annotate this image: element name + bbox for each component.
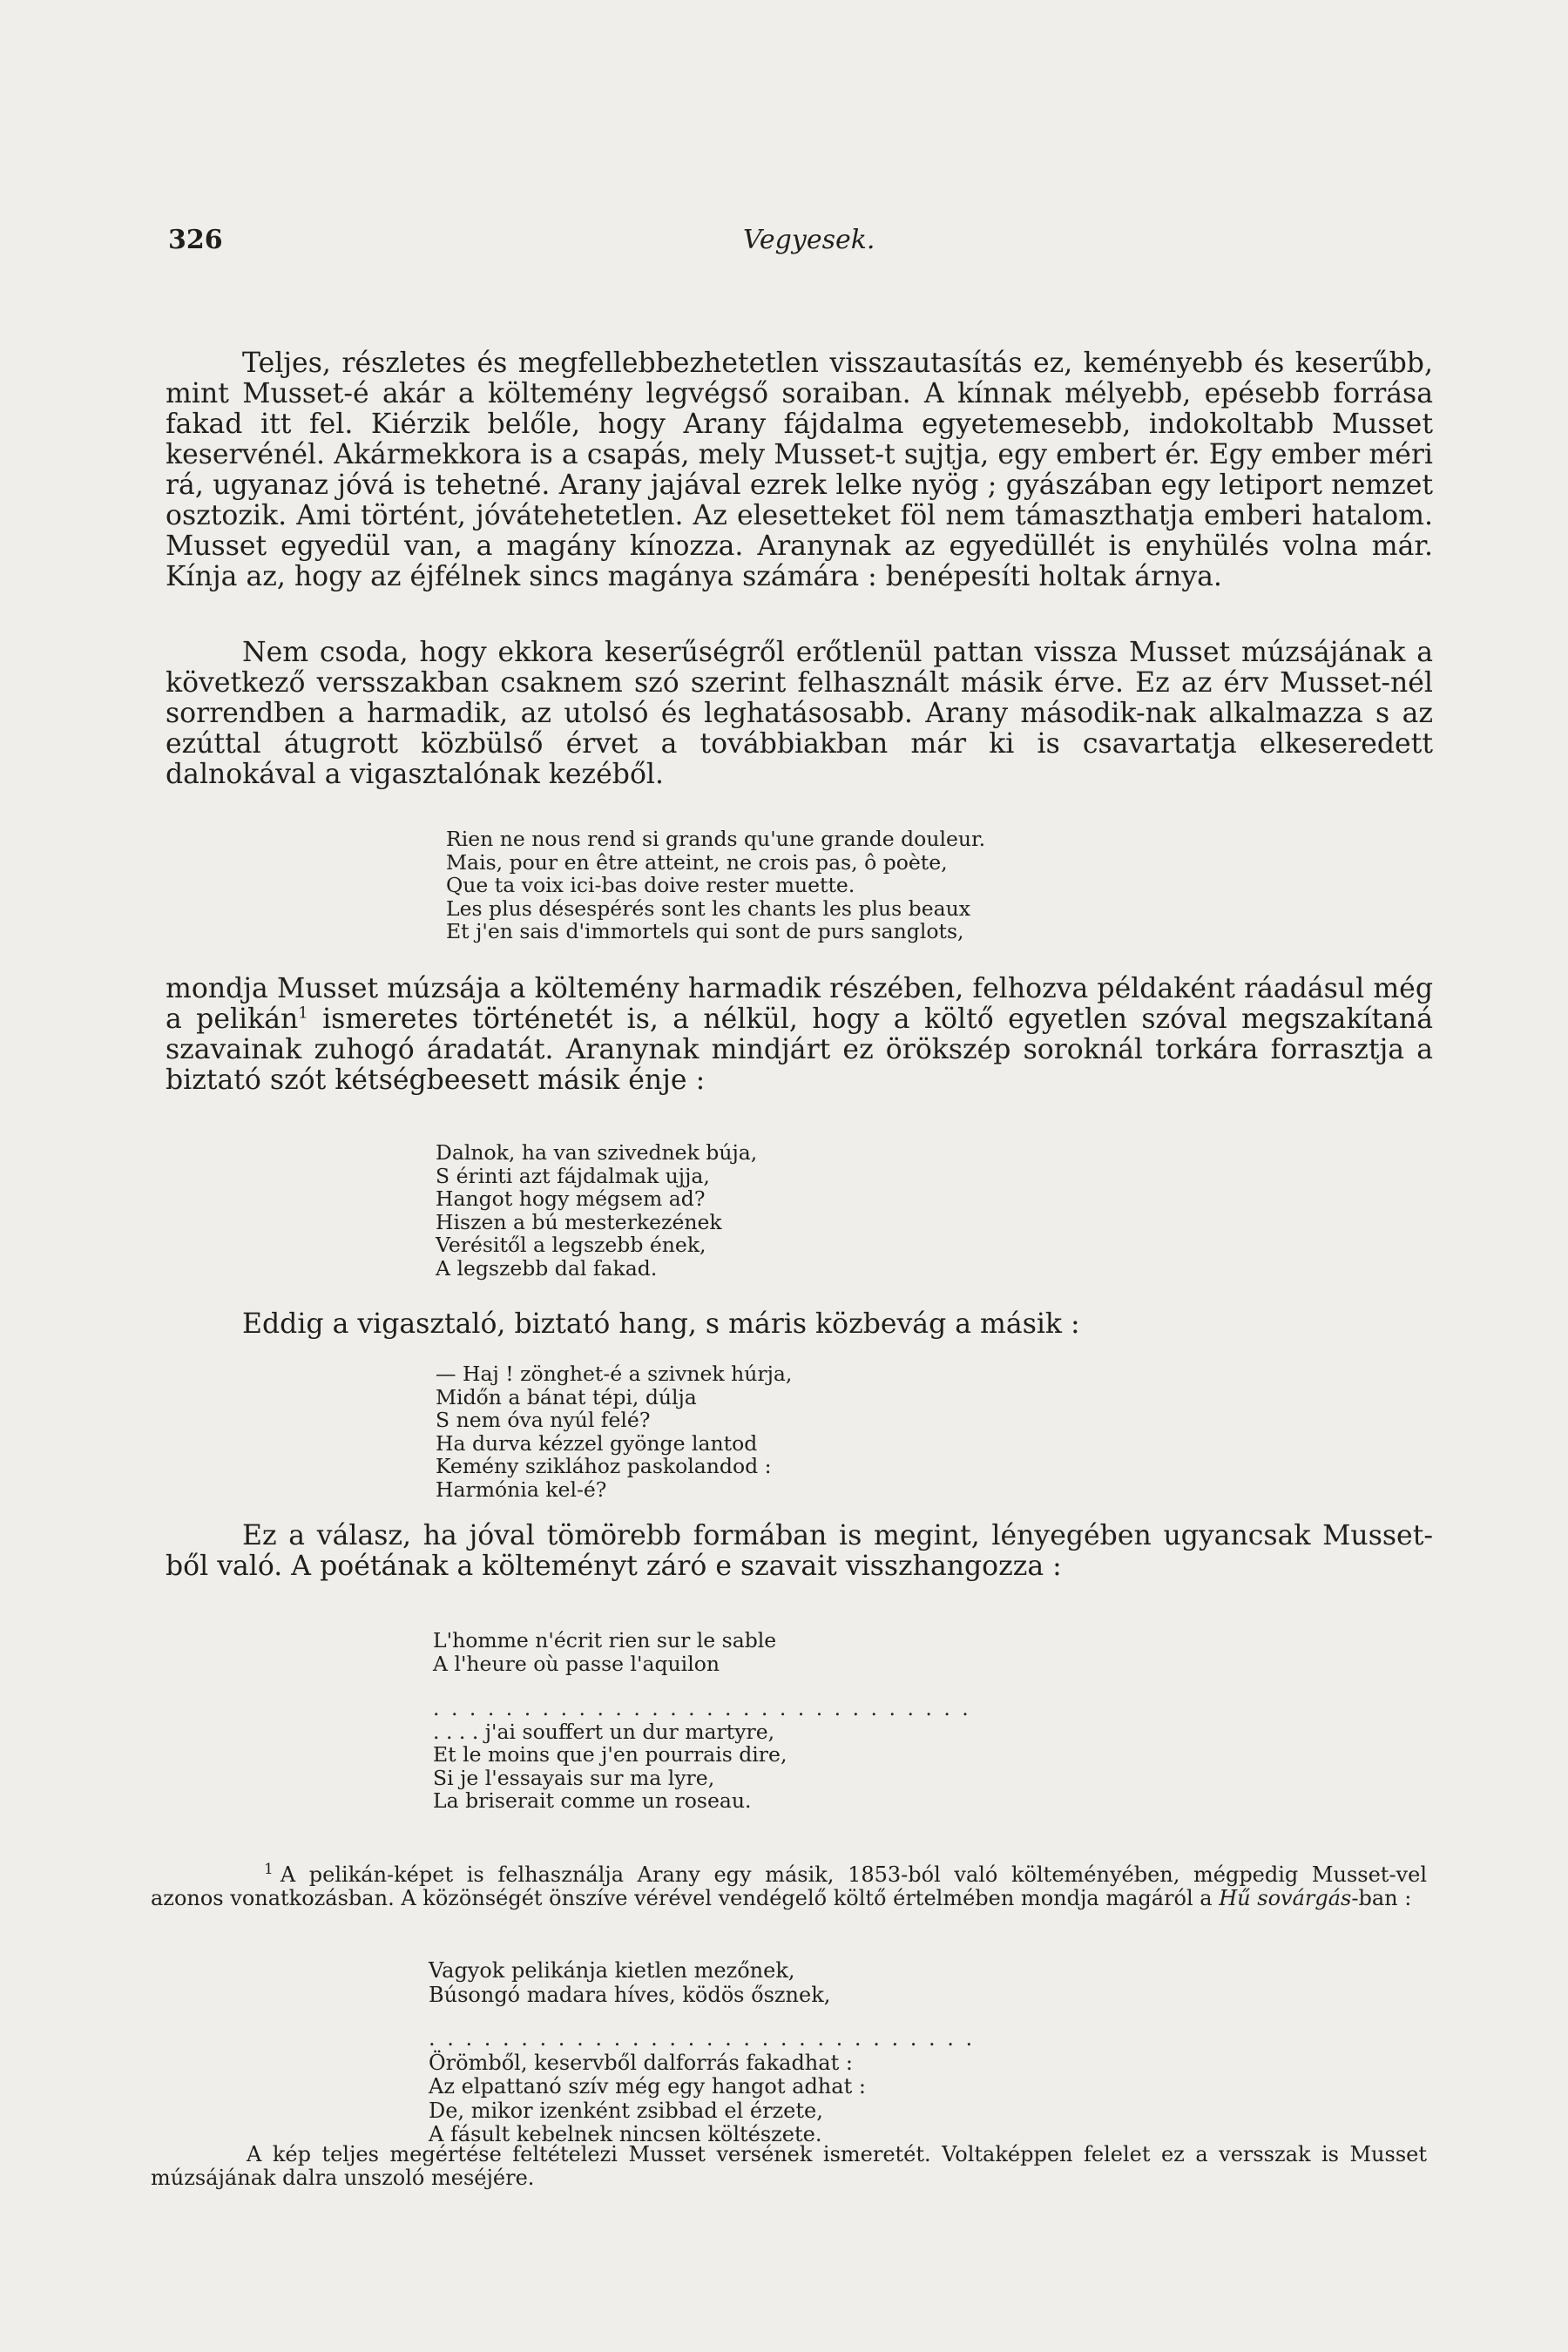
- verse-line: Verésitől a legszebb ének,: [436, 1233, 706, 1257]
- verse-line: Örömből, keservből dalforrás fakadhat :: [429, 2050, 853, 2075]
- verse-line: Hiszen a bú mesterkezének: [436, 1209, 722, 1234]
- verse-line: Et le moins que j'en pourrais dire,: [433, 1742, 787, 1767]
- footnote-2: [151, 2143, 1427, 2190]
- paragraph-text: Ez a válasz, ha jóval tömörebb formában is megint, lényegében ugyancsak Musset-ből való. A poétának a költeményt záró e szavait visszhangozza :: [166, 1520, 1433, 1582]
- footnote-text: A kép teljes megértése feltételezi Musset versének ismeretét. Voltaképpen felelet ez a versszak is Musset múzsájának dalra unszoló meséjére.: [151, 2142, 1427, 2190]
- verse-musset-french-2a: [433, 1629, 776, 1675]
- paragraph-1: [166, 348, 1433, 592]
- verse-line: S nem óva nyúl felé?: [436, 1408, 651, 1432]
- running-title: Vegyesek.: [743, 225, 875, 255]
- ellipsis-line: . . . . . . . . . . . . . . . . . . . . . . . . . . . . . .: [429, 2026, 976, 2051]
- verse-line: Mais, pour en être atteint, ne crois pas, ô poète,: [446, 849, 948, 875]
- verse-arany-1: [436, 1141, 757, 1280]
- verse-line: Dalnok, ha van szivednek búja,: [436, 1140, 758, 1165]
- footnote-text: [151, 1858, 1427, 1910]
- footnote-text-part: -ban :: [1351, 1886, 1412, 1910]
- page-number: 326: [168, 225, 223, 255]
- verse-line: Les plus désespérés sont les chants les plus beaux: [446, 896, 971, 921]
- verse-line: La briserait comme un roseau.: [433, 1788, 752, 1813]
- page-header: [168, 225, 1431, 260]
- paragraph-3: [166, 974, 1433, 1096]
- verse-line: Az elpattanó szív még egy hangot adhat :: [429, 2074, 866, 2099]
- verse-line: De, mikor izenként zsibbad el érzete,: [429, 2098, 823, 2123]
- verse-line: Hangot hogy mégsem ad?: [436, 1186, 706, 1211]
- paragraph-text: Eddig a vigasztaló, biztató hang, s máris közbevág a másik :: [242, 1308, 1080, 1340]
- verse-line: L'homme n'écrit rien sur le sable: [433, 1628, 777, 1652]
- verse-line: A fásult kebelnek nincsen költészete.: [429, 2122, 822, 2146]
- verse-line: Kemény sziklához paskolandod :: [436, 1454, 772, 1478]
- verse-line: . . . . j'ai souffert un dur martyre,: [433, 1719, 775, 1744]
- verse-line: Búsongó madara híves, ködös ősznek,: [429, 1982, 831, 2007]
- ellipsis-line: . . . . . . . . . . . . . . . . . . . . . . . . . . . . . .: [433, 1696, 971, 1720]
- paragraph-5: [166, 1521, 1433, 1582]
- paragraph-text-part: ismeretes történetét is, a nélkül, hogy a költő egyetlen szóval megszakítaná szavainak zuhogó áradatát. Aranynak mindjárt ez örökszép soroknál torkára forrasztja a biztató szót kétségbeesett másik énje :: [166, 1004, 1433, 1096]
- verse-line: Et j'en sais d'immortels qui sont de purs sanglots,: [446, 919, 964, 943]
- paragraph-text: Nem csoda, hogy ekkora keserűségről erőtlenül pattan vissza Musset múzsájának a következő versszakban csaknem szó szerint felhasznált másik érve. Ez az érv Musset-nél sorrendben a harmadik, az utolsó és leghatásosabb. Arany második-nak alkalmazza s az ezúttal átugrott közbülső érvet a továbbiakban már ki is csavartatja elkeseredett dalnokával a vigasztalónak kezéből.: [166, 637, 1433, 790]
- verse-line: Vagyok pelikánja kietlen mezőnek,: [429, 1958, 795, 1983]
- verse-line: A l'heure où passe l'aquilon: [433, 1651, 720, 1676]
- footnote-1: [151, 1858, 1427, 1910]
- footnote-verse-2: [429, 2027, 975, 2147]
- verse-line: Harmónia kel-é?: [436, 1477, 607, 1502]
- cited-poem-title: Hű sovárgás: [1219, 1886, 1352, 1910]
- verse-arany-2: [436, 1362, 792, 1501]
- footnote-reference: 1: [298, 1004, 308, 1023]
- paragraph-2: [166, 638, 1433, 790]
- footnote-text-part: A pelikán-képet is felhasználja Arany egy másik, 1853-ból való költeményében, mégpedig Musset-vel azonos vonatkozásban. A közönségét önszíve vérével vendégelő költő értelmében mondja magáról a: [151, 1862, 1427, 1910]
- paragraph-text: [166, 974, 1433, 1096]
- verse-line: Que ta voix ici-bas doive rester muette.: [446, 873, 855, 897]
- verse-line: Rien ne nous rend si grands qu'une grande douleur.: [446, 827, 986, 851]
- verse-line: Midőn a bánat tépi, dúlja: [436, 1384, 697, 1409]
- footnote-verse-1: [429, 1959, 830, 2007]
- paragraph-text: Teljes, részletes és megfellebbezhetetlen visszautasítás ez, keményebb és keserűbb, mint Musset-é akár a költemény legvégső soraiban. A kínnak mélyebb, epésebb forrása fakad itt fel. Kiérzik belőle, hogy Arany fájdalma egyetemesebb, indokoltabb Musset keservénél. Akármekkora is a csapás, mely Musset-t sujtja, egy embert ér. Egy ember méri rá, ugyanaz jóvá is tehetné. Arany jajával ezrek lelke nyög ; gyászában egy letiport nemzet osztozik. Ami történt, jóvátehetetlen. Az elesetteket föl nem támaszthatja emberi hatalom. Musset egyedül van, a magány kínozza. Aranynak az egyedüllét is enyhülés volna már. Kínja az, hogy az éjfélnek sincs magánya számára : benépesíti holtak árnya.: [166, 348, 1433, 592]
- paragraph-4: [166, 1309, 1433, 1340]
- verse-line: Si je l'essayais sur ma lyre,: [433, 1765, 715, 1790]
- verse-musset-french-1: [446, 828, 985, 943]
- verse-line: A legszebb dal fakad.: [436, 1255, 658, 1281]
- verse-line: — Haj ! zönghet-é a szivnek húrja,: [436, 1362, 793, 1386]
- verse-musset-french-2b: [433, 1697, 971, 1813]
- verse-line: Ha durva kézzel gyönge lantod: [436, 1430, 758, 1456]
- paragraph-text-part: mondja Musset múzsája a költemény harmadik részében, felhozva példaként ráadásul még a pelikán: [166, 973, 1433, 1035]
- verse-line: S érinti azt fájdalmak ujja,: [436, 1163, 710, 1188]
- footnote-number: 1: [264, 1861, 274, 1878]
